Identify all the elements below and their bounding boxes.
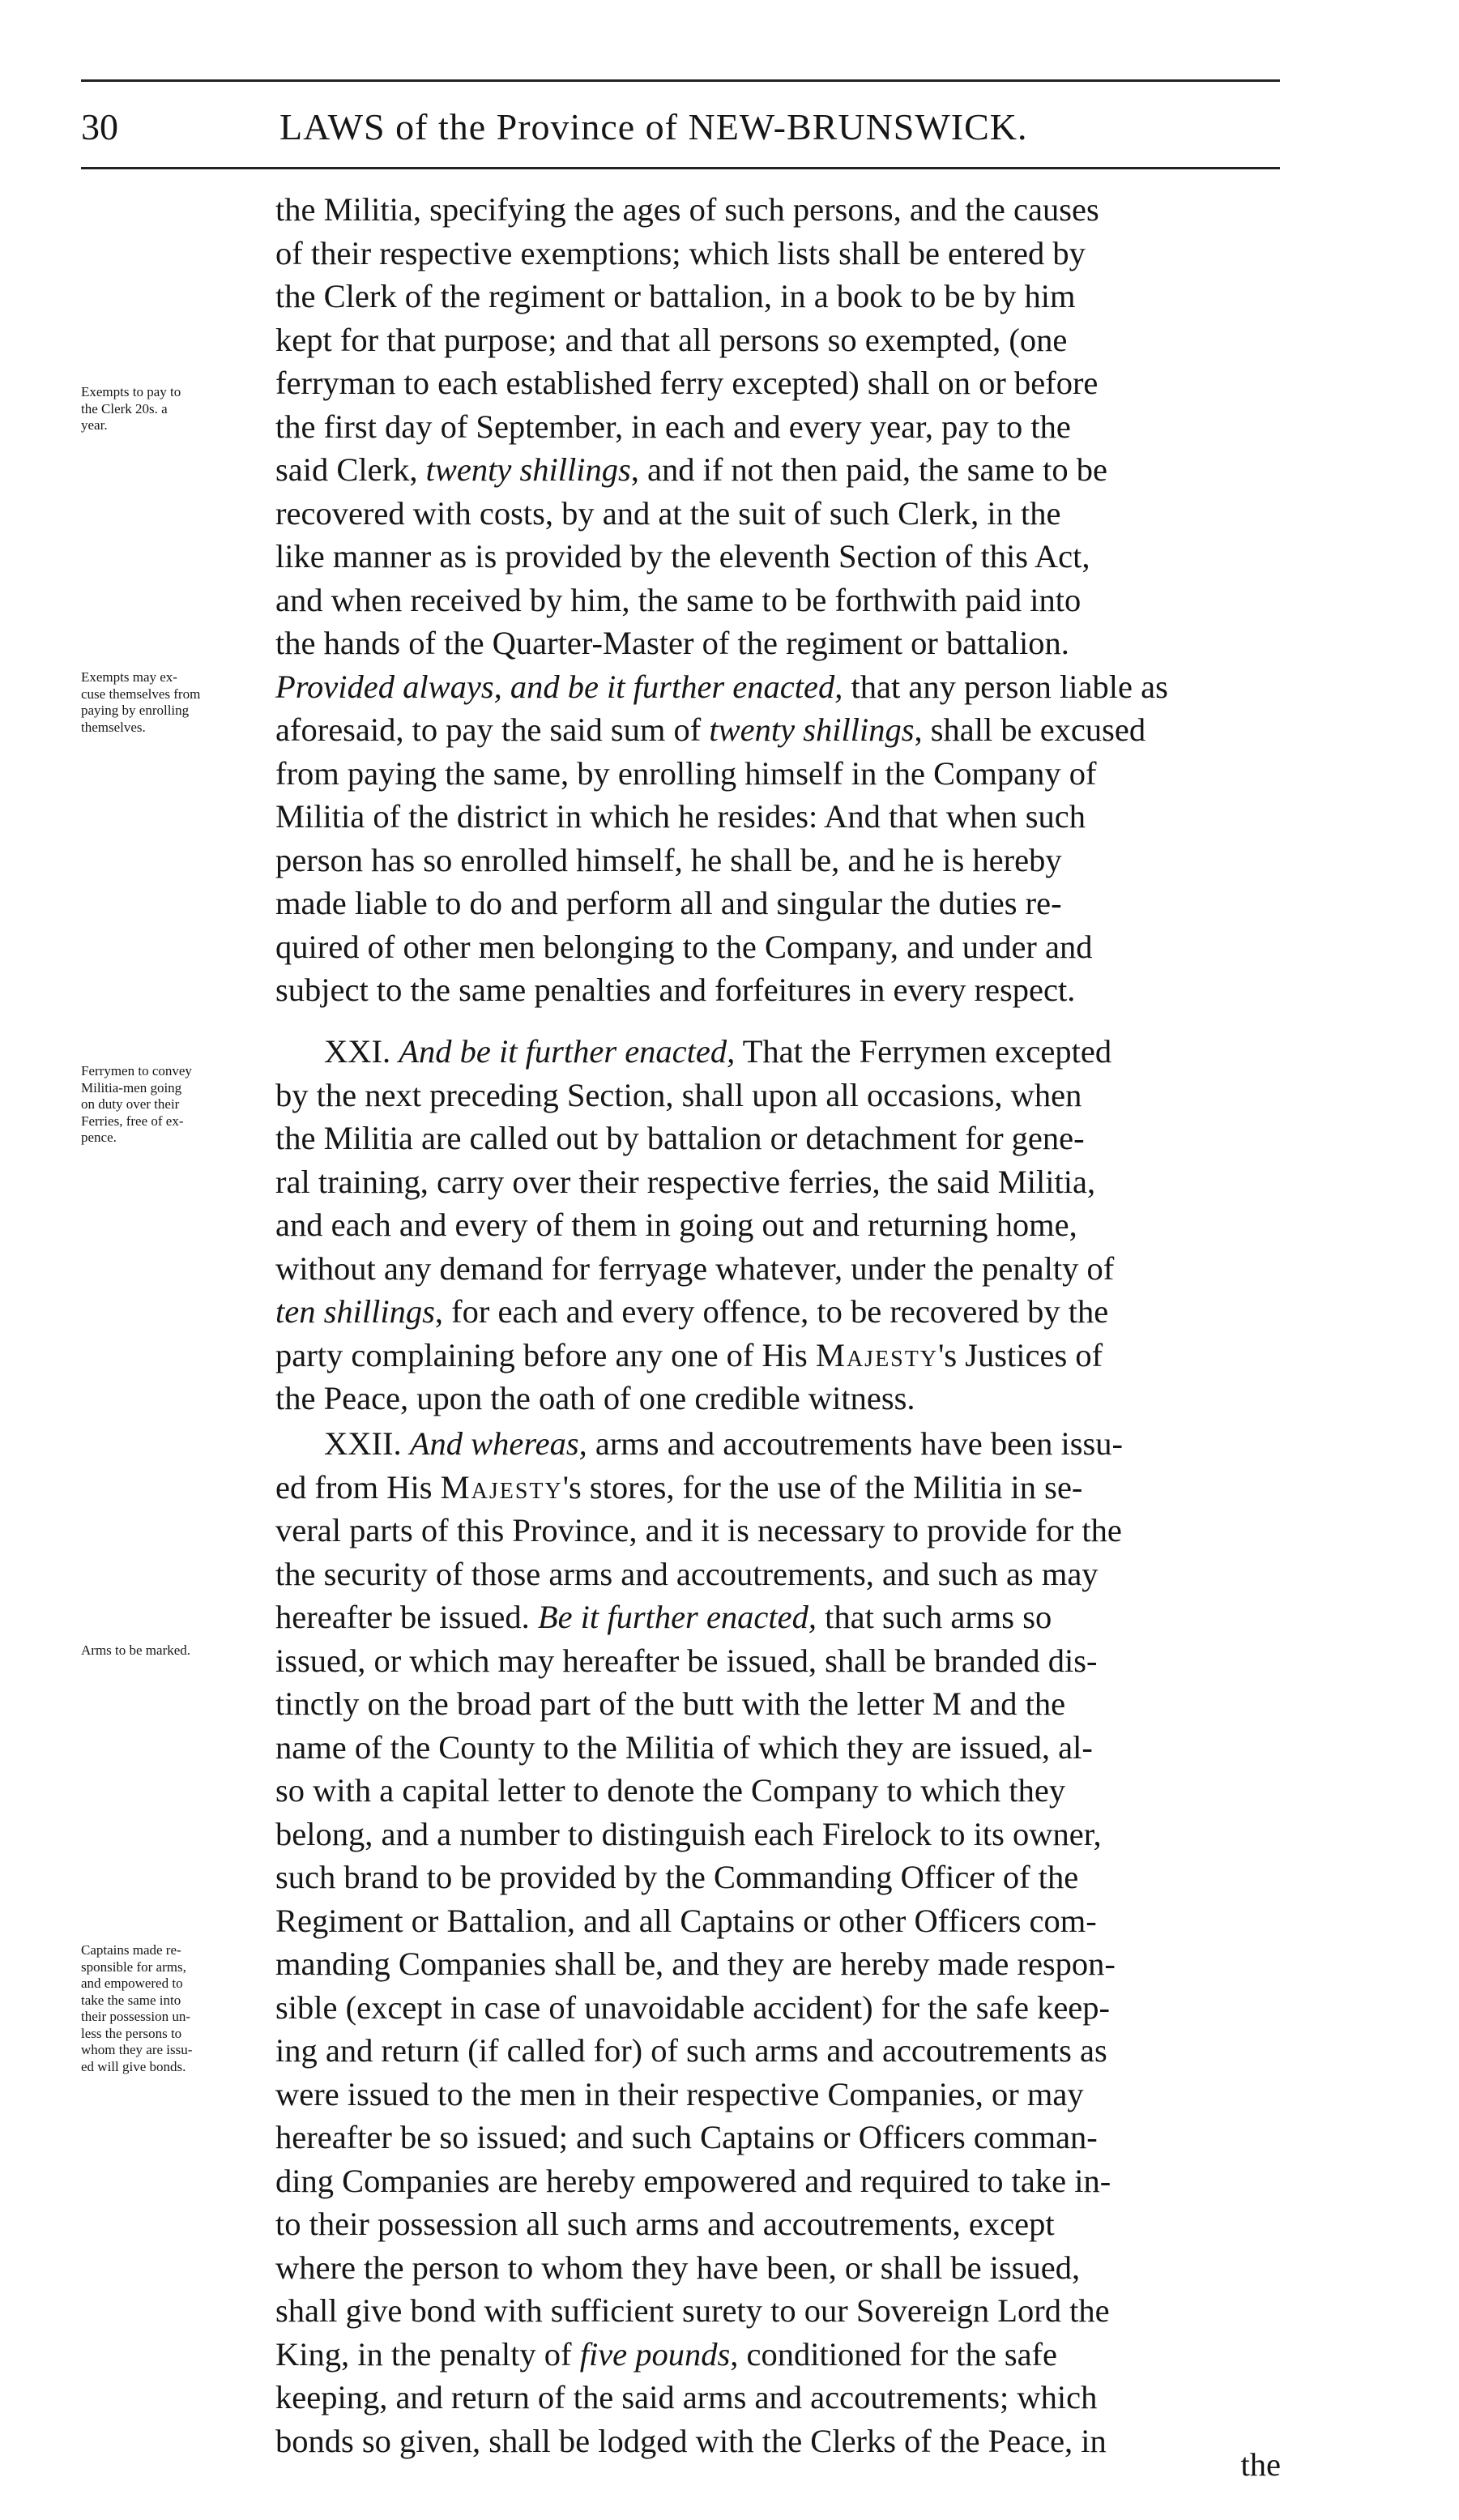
text-line: Regiment or Battalion, and all Captains or other Officers com- (275, 1902, 1097, 1939)
marginal-note-line: themselves. (81, 719, 146, 735)
text-line: tinctly on the broad part of the butt with the letter M and the (275, 1685, 1066, 1722)
text-line: like manner as is provided by the eleventh Section of this Act, (275, 538, 1090, 574)
text-line: so with a capital letter to denote the Company to which they (275, 1772, 1066, 1809)
text-line: the security of those arms and accoutrements, and such as may (275, 1555, 1099, 1592)
text-line: recovered with costs, by and at the suit of such Clerk, in the (275, 494, 1061, 532)
paragraph-section-xxii (275, 1422, 1280, 2462)
text-line: the first day of September, in each and every year, pay to the (275, 408, 1071, 445)
text-line: King, in the penalty of five pounds, conditioned for the safe (275, 2335, 1058, 2373)
marginal-note-exempts-pay (81, 384, 271, 434)
text-line: belong, and a number to distinguish each Firelock to its owner, (275, 1815, 1102, 1852)
top-rule (81, 79, 1280, 82)
text-line: bonds so given, shall be lodged with the Clerks of the Peace, in (275, 2422, 1107, 2459)
text-line: the Peace, upon the oath of one credible witness. (275, 1380, 915, 1416)
text-line: made liable to do and perform all and singular the duties re- (275, 885, 1062, 921)
catchword: the (1240, 2446, 1281, 2483)
text-line: party complaining before any one of His Majesty's Justices of (275, 1336, 1103, 1373)
text-line: without any demand for ferryage whatever, under the penalty of (275, 1249, 1115, 1287)
text-line: ed from His Majesty's stores, for the use of the Militia in se- (275, 1468, 1083, 1506)
marginal-note-line: Captains made re- (81, 1942, 181, 1958)
text-line: keeping, and return of the said arms and accoutrements; which (275, 2379, 1098, 2415)
marginal-note-line: and empowered to (81, 1975, 183, 1991)
text-line: hereafter be so issued; and such Captains or Officers comman- (275, 2119, 1098, 2155)
text-line: the Militia, specifying the ages of such persons, and the causes (275, 191, 1099, 228)
text-line: from paying the same, by enrolling himself in the Company of (275, 754, 1097, 792)
marginal-note-line: Ferrymen to convey (81, 1063, 192, 1078)
text-line: aforesaid, to pay the said sum of twenty shillings, shall be excused (275, 711, 1146, 748)
running-head: LAWS of the Province of NEW-BRUNSWICK. (279, 106, 1028, 147)
marginal-note-line: year. (81, 417, 108, 433)
text-line: the hands of the Quarter-Master of the regiment or battalion. (275, 625, 1069, 661)
paragraph-militia-exemptions (275, 188, 1280, 1012)
text-line: and when received by him, the same to be forthwith paid into (275, 581, 1081, 618)
header-rule (81, 167, 1280, 169)
text-line: XXII. And whereas, arms and accoutrements have been issu- (324, 1425, 1123, 1462)
text-line: of their respective exemptions; which lists shall be entered by (275, 234, 1086, 271)
marginal-note-line: paying by enrolling (81, 703, 190, 718)
text-line: Militia of the district in which he resides: And that when such (275, 798, 1086, 835)
marginal-note-line: Exempts may ex- (81, 669, 177, 685)
page-header (81, 99, 1280, 156)
text-line: to their possession all such arms and accoutrements, except (275, 2206, 1055, 2242)
marginal-note-line: less the persons to (81, 2025, 182, 2041)
text-line: hereafter be issued. Be it further enacted, that such arms so (275, 1599, 1052, 1635)
text-line: manding Companies shall be, and they are hereby made respon- (275, 1946, 1116, 1982)
marginal-note-line: Exempts to pay to (81, 384, 181, 399)
text-line: name of the County to the Militia of which they are issued, al- (275, 1728, 1093, 1766)
marginal-note-captains (81, 1942, 271, 2075)
marginal-note-line: the Clerk 20s. a (81, 400, 168, 416)
text-line: shall give bond with sufficient surety to our Sovereign Lord the (275, 2292, 1110, 2329)
text-line: were issued to the men in their respective Companies, or may (275, 2075, 1084, 2112)
text-line: ding Companies are hereby empowered and required to take in- (275, 2162, 1111, 2199)
marginal-note-line: Arms to be marked. (81, 1642, 191, 1658)
text-line: sible (except in case of unavoidable accident) for the safe keep- (275, 1988, 1111, 2026)
marginal-note-line: Militia-men going (81, 1079, 182, 1096)
text-line: XXI. And be it further enacted, That the Ferrymen excepted (324, 1033, 1112, 1070)
text-line: issued, or which may hereafter be issued, shall be branded dis- (275, 1642, 1098, 1679)
text-line: subject to the same penalties and forfeitures in every respect. (275, 972, 1076, 1008)
marginal-note-line: ed will give bonds. (81, 2058, 186, 2074)
marginal-note-line: on duty over their (81, 1096, 180, 1112)
page-number: 30 (81, 106, 118, 147)
marginal-note-line: cuse themselves from (81, 686, 201, 702)
marginal-note-line: Ferries, free of ex- (81, 1113, 184, 1129)
text-line: quired of other men belonging to the Company, and under and (275, 928, 1093, 965)
marginal-note-line: sponsible for arms, (81, 1958, 186, 1975)
text-line: by the next preceding Section, shall upon all occasions, when (275, 1076, 1082, 1113)
text-line: and each and every of them in going out and returning home, (275, 1207, 1077, 1243)
text-line: person has so enrolled himself, he shall be, and he is hereby (275, 841, 1062, 878)
marginal-note-line: take the same into (81, 1992, 181, 2008)
text-line: the Clerk of the regiment or battalion, in a book to be by him (275, 278, 1076, 314)
text-line: ing and return (if called for) of such arms and accoutrements as (275, 2032, 1107, 2069)
marginal-note-arms-marked (81, 1642, 271, 1659)
text-line: said Clerk, twenty shillings, and if not then paid, the same to be (275, 451, 1107, 488)
marginal-note-ferrymen (81, 1063, 271, 1147)
marginal-note-exempts-excuse (81, 669, 271, 736)
text-line: the Militia are called out by battalion or detachment for gene- (275, 1120, 1085, 1156)
marginal-note-line: pence. (81, 1130, 117, 1145)
text-line: kept for that purpose; and that all persons so exempted, (one (275, 321, 1068, 358)
text-line: where the person to whom they have been, or shall be issued, (275, 2249, 1081, 2286)
text-line: ten shillings, for each and every offence, to be recovered by the (275, 1293, 1109, 1330)
paragraph-section-xxi (275, 1030, 1280, 1420)
text-line: Provided always, and be it further enacted, that any person liable as (275, 668, 1168, 705)
marginal-note-line: their possession un- (81, 2009, 191, 2024)
text-line: ral training, carry over their respective ferries, the said Militia, (275, 1163, 1096, 1200)
text-line: ferryman to each established ferry excepted) shall on or before (275, 365, 1099, 401)
marginal-note-line: whom they are issu- (81, 2042, 193, 2057)
text-line: veral parts of this Province, and it is necessary to provide for the (275, 1512, 1122, 1548)
text-line: such brand to be provided by the Commanding Officer of the (275, 1859, 1079, 1895)
